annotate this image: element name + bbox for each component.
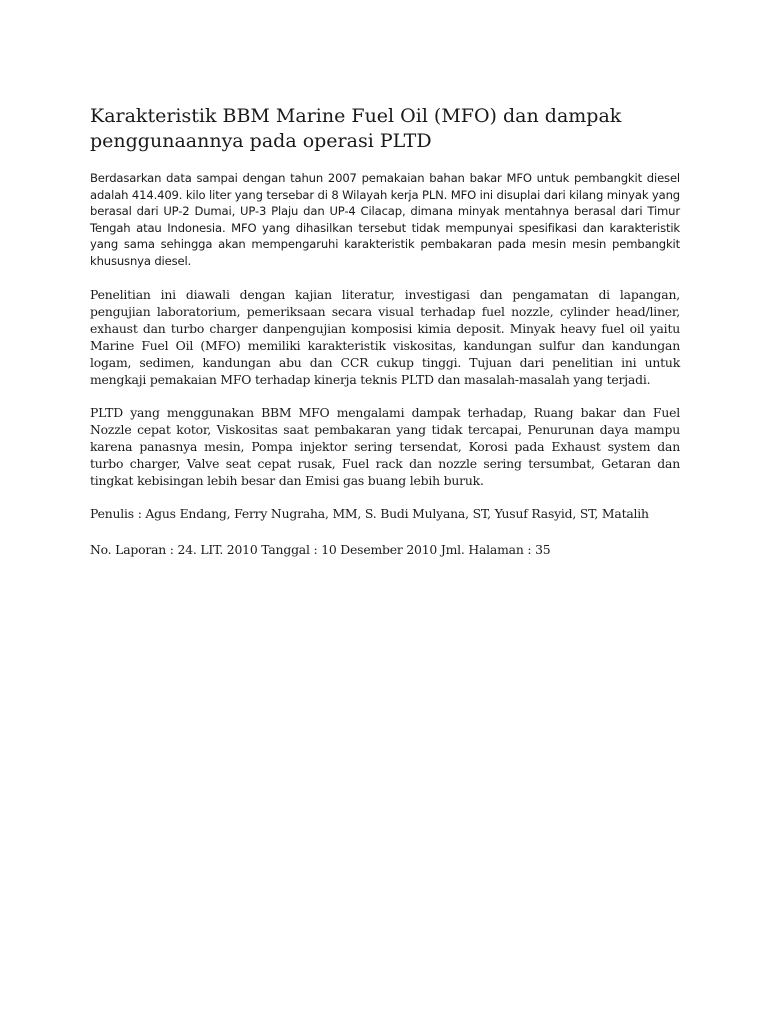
- document-page: [90, 104, 680, 577]
- paragraph-background: Berdasarkan data sampai dengan tahun 2007 pemakaian bahan bakar MFO untuk pembangkit diesel adalah 414.409. kilo liter yang tersebar di 8 Wilayah kerja PLN. MFO ini disuplai dari kilang minyak yang berasal dari UP-2 Dumai, UP-3 Plaju dan UP-4 Cilacap, dimana minyak mentahnya berasal dari Timur Tengah atau Indonesia. MFO yang dihasilkan tersebut tidak mempunyai spesifikasi dan karakteristik yang sama sehingga akan mempengaruhi karakteristik pembakaran pada mesin mesin pembangkit khususnya diesel.: [90, 171, 680, 268]
- authors-line: Penulis : Agus Endang, Ferry Nugraha, MM, S. Budi Mulyana, ST, Yusuf Rasyid, ST, Matalih: [90, 505, 649, 521]
- paragraph-impacts: PLTD yang menggunakan BBM MFO mengalami dampak terhadap, Ruang bakar dan Fuel Nozzle cepat kotor, Viskositas saat pembakaran yang tidak tercapai, Penurunan daya mampu karena panasnya mesin, Pompa injektor sering tersendat, Korosi pada Exhaust system dan turbo charger, Valve seat cepat rusak, Fuel rack dan nozzle sering tersumbat, Getaran dan tingkat kebisingan lebih besar dan Emisi gas buang lebih buruk.: [90, 404, 680, 488]
- paragraph-methodology: Penelitian ini diawali dengan kajian literatur, investigasi dan pengamatan di lapangan, pengujian laboratorium, pemeriksaan secara visual terhadap fuel nozzle, cylinder head/liner, exhaust dan turbo charger danpengujian komposisi kimia deposit. Minyak heavy fuel oil yaitu Marine Fuel Oil (MFO) memiliki karakteristik viskositas, kandungan sulfur dan kandungan logam, sedimen, kandungan abu dan CCR cukup tinggi. Tujuan dari penelitian ini untuk mengkaji pemakaian MFO terhadap kinerja teknis PLTD dan masalah-masalah yang terjadi.: [90, 286, 680, 387]
- document-title: Karakteristik BBM Marine Fuel Oil (MFO) dan dampak penggunaannya pada operasi PLTD: [90, 105, 622, 152]
- report-info-line: No. Laporan : 24. LIT. 2010 Tanggal : 10 Desember 2010 Jml. Halaman : 35: [90, 541, 551, 557]
